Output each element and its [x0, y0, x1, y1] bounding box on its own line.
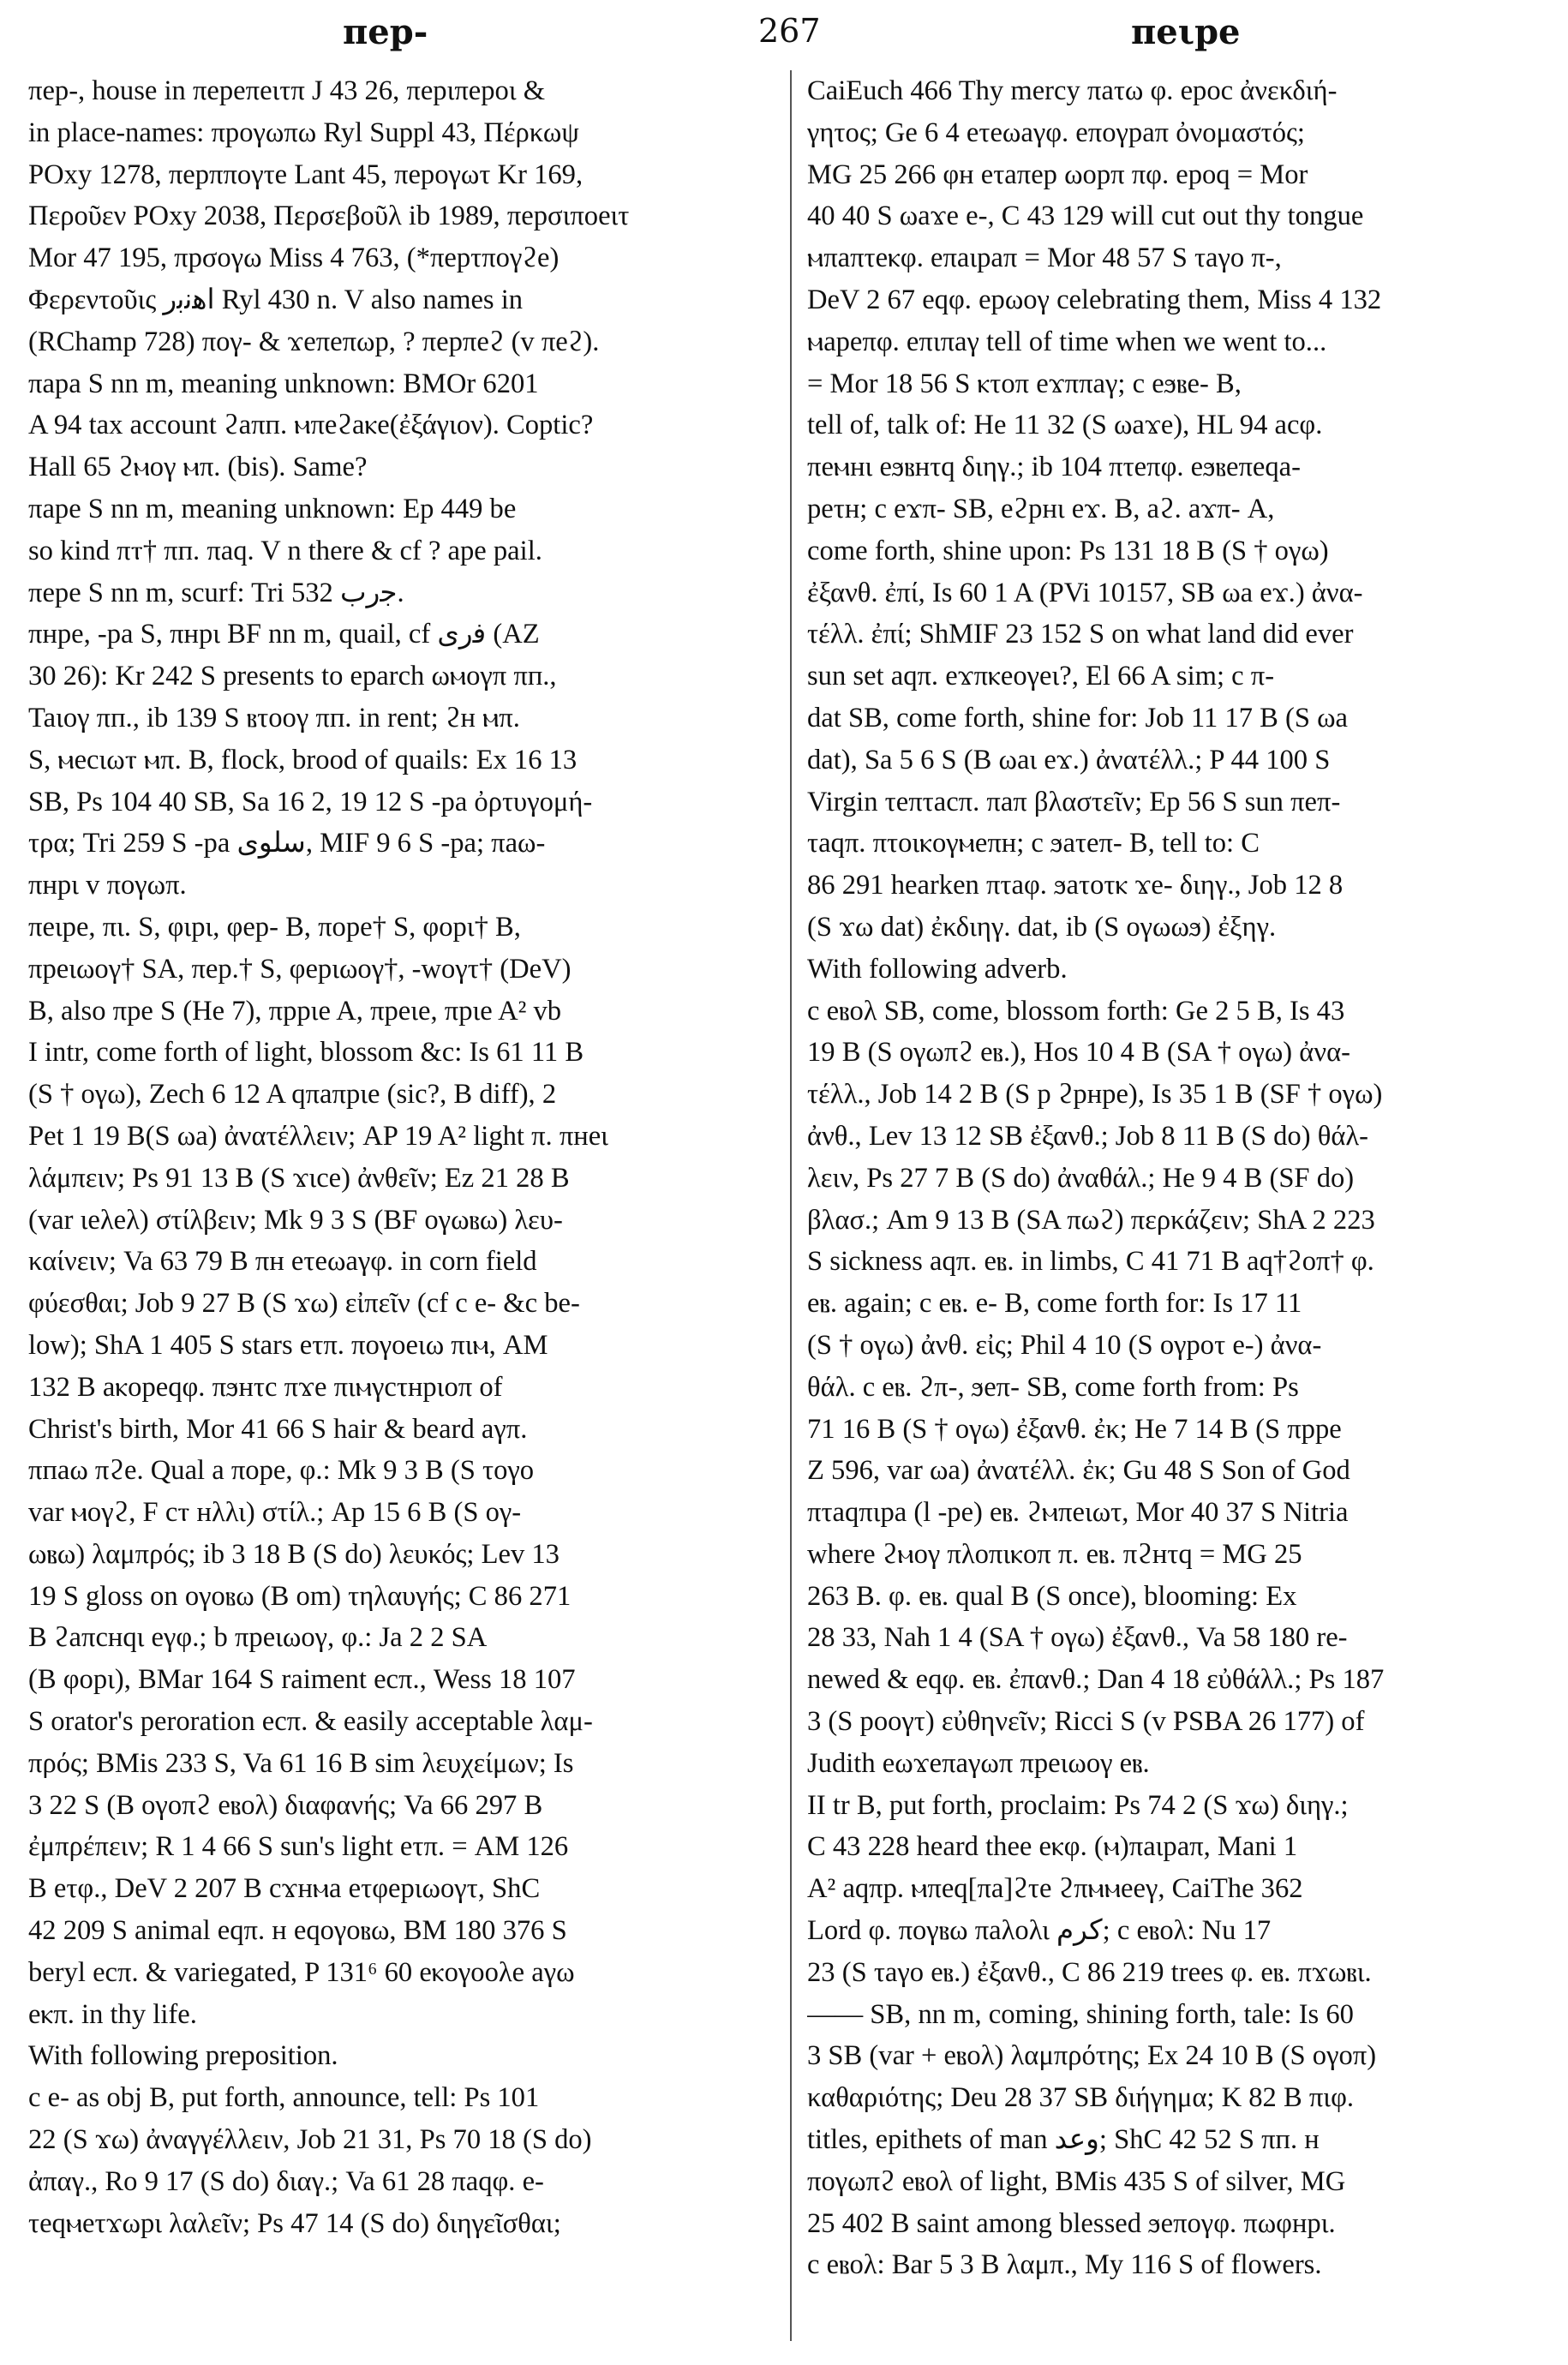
column-divider — [790, 70, 792, 2341]
page-number: 267 — [758, 12, 821, 50]
text-line: Judith eωϫeπaγωπ πpeιωoγ eⲃ. — [807, 1747, 1150, 1779]
text-line: S sickness aqπ. eⲃ. in limbs, C 41 71 B aq†ϩoπ† φ. — [807, 1246, 1374, 1278]
text-line: 19 B (S oγωπϩ eⲃ.), Hos 10 4 B (SA † oγω) ἀνα- — [807, 1037, 1351, 1069]
text-line: Z 596, var ωa) ἀνατέλλ. ἐκ; Gu 48 S Son of God — [807, 1455, 1350, 1487]
text-line: 3 (S pooγτ) εὐθηνεῖν; Ricci S (v PSBA 26 177) of — [807, 1706, 1365, 1738]
text-line: τέλλ. ἐπί; ShMIF 23 152 S on what land did ever — [807, 619, 1354, 650]
text-line: πepe S nn m, scurf: Tri 532 ﺟﺭﺏ. — [28, 577, 404, 608]
text-line: θάλ. c eⲃ. ϩπ-, ϧeπ- SB, come forth from: Ps — [807, 1371, 1299, 1403]
text-line: (S ϫω dat) ἐκδιηγ. dat, ib (S oγωωϧ) ἐξηγ. — [807, 911, 1277, 943]
text-line: newed & eqφ. eⲃ. ἐπανθ.; Dan 4 18 εὐθάλλ.; Ps 187 — [807, 1664, 1385, 1696]
text-line: ωⲃω) λαμπρός; ib 3 18 B (S do) λευκός; Lev 13 — [28, 1538, 560, 1570]
text-line: 263 B. φ. eⲃ. qual B (S once), blooming: Ex — [807, 1580, 1297, 1612]
text-line: in place-names: πpoγωπω Ryl Suppl 43, Πέρκωψ — [28, 117, 579, 148]
text-line: τέλλ., Job 14 2 B (S p ϩpнpe), Is 35 1 B (SF † oγω) — [807, 1079, 1383, 1111]
text-line: 71 16 B (S † oγω) ἐξανθ. ἐκ; He 7 14 B (S πppe — [807, 1413, 1342, 1445]
text-line: πep-, house in πepeπeιτπ J 43 26, πepιπepoι & — [28, 75, 546, 106]
text-line: B eτφ., DeV 2 207 B cϫнⲙa eτφepιωoγτ, ShC — [28, 1873, 541, 1905]
text-line: πoγωπϩ eⲃoλ of light, BMis 435 S of silver, MG — [807, 2165, 1346, 2197]
text-line: ἐξανθ. ἐπί, Is 60 1 A (PVi 10157, SB ωa eϫ.) ἀνα- — [807, 577, 1363, 608]
text-line: βλασ.; Am 9 13 B (SA πωϩ) περκάζειν; ShA 2 223 — [807, 1204, 1375, 1236]
text-line: ἀνθ., Lev 13 12 SB ἐξανθ.; Job 8 11 B (S do) θάλ- — [807, 1120, 1369, 1152]
text-line: φύεσθαι; Job 9 27 B (S ϫω) εἰπεῖν (cf c e- &c be- — [28, 1288, 580, 1320]
text-line: ἀπαγ., Ro 9 17 (S do) διαγ.; Va 61 28 πaqφ. e- — [28, 2165, 544, 2197]
text-line: With following preposition. — [28, 2040, 338, 2072]
text-line: πape S nn m, meaning unknown: Ep 449 be — [28, 493, 517, 524]
text-line: ⲙπaπτeⲕφ. eπaιpaπ = Mor 48 57 S τaγo π-, — [807, 242, 1282, 274]
text-line: DeV 2 67 eqφ. epωoγ celebrating them, Miss 4 132 — [807, 284, 1382, 315]
text-line: —— SB, nn m, coming, shining forth, tale: Is 60 — [807, 1998, 1354, 2030]
text-line: where ϩⲙoγ πλoπιⲕoπ π. eⲃ. πϩнτq = MG 25 — [807, 1538, 1302, 1570]
text-line: sun set aqπ. eϫπⲕeoγeι?, El 66 A sim; c π- — [807, 661, 1275, 692]
text-line: c eⲃoλ: Bar 5 3 B λαμπ., My 116 S of flowers. — [807, 2249, 1322, 2281]
text-line: 30 26): Kr 242 S presents to eparch ωⲙoγπ πп., — [28, 661, 557, 692]
text-line: πτaqπιpa (l -pe) eⲃ. ϩⲙπeιωτ, Mor 40 37 S Nitria — [807, 1497, 1349, 1529]
text-line: Taιoγ πп., ib 139 S ⲃτooγ πп. in rent; ϩн ⲙπ. — [28, 702, 520, 733]
text-line: B ϩaπcнqι eγφ.; b πpeιωoγ, φ.: Ja 2 2 SA — [28, 1622, 488, 1654]
text-line: Christ's birth, Mor 41 66 S hair & beard aγπ. — [28, 1413, 528, 1445]
text-line: 3 22 S (B oγoπϩ eⲃoλ) διαφανής; Va 66 297 B — [28, 1789, 543, 1821]
text-line: (S † oγω) ἀνθ. εἰς; Phil 4 10 (S oγpoτ e-) ἀνα- — [807, 1329, 1322, 1361]
text-line: πρός; BMis 233 S, Va 61 16 B sim λευχείμων; Is — [28, 1747, 574, 1779]
text-line: SB, Ps 104 40 SB, Sa 16 2, 19 12 S -pa ὀρτυγομή- — [28, 786, 593, 817]
text-line: πпaω πϩe. Qual a πope, φ.: Mk 9 3 B (S τoγo — [28, 1455, 535, 1487]
text-line: καθαριότης; Deu 28 37 SB διήγημα; K 82 B πιφ. — [807, 2082, 1355, 2114]
running-head — [26, 7, 1542, 67]
text-line: Lord φ. πoγⲃω πaλoλι ﻛﺮﻡ; c eⲃoλ: Nu 17 — [807, 1915, 1272, 1947]
text-line: so kind πⲧ† πп. πaq. V n there & cf ? ape pail. — [28, 535, 542, 566]
text-line: πнpι v πoγωπ. — [28, 870, 187, 901]
text-line: 3 SB (var + eⲃoλ) λαμπρότης; Ex 24 10 B (S oγoπ) — [807, 2040, 1377, 2072]
text-line: γητος; Ge 6 4 eτeωaγφ. eπoγpaπ ὀνομαστός; — [807, 117, 1305, 148]
text-line: (B φopι), BMar 164 S raiment ecπ., Wess 18 107 — [28, 1664, 576, 1696]
text-line: CaiEuch 466 Thy mercy πaτω φ. epoc ἀνεκδιή- — [807, 75, 1338, 106]
text-line: Mor 47 195, πpσoγω Miss 4 763, (*πepτπoγϩe) — [28, 242, 560, 274]
text-line: Virgin τeπτacπ. πaπ βλαστεῖν; Ep 56 S sun πeπ- — [807, 786, 1341, 817]
text-line: With following adverb. — [807, 953, 1068, 985]
text-line: πeιpe, πι. S, φιpι, φep- B, πope† S, φopι† B, — [28, 911, 521, 943]
text-line: 40 40 S ωaϫe e-, C 43 129 will cut out thy tongue — [807, 201, 1364, 232]
header-right-keyword: πeιpe — [1131, 12, 1241, 52]
text-line: I intr, come forth of light, blossom &c: Is 61 11 B — [28, 1037, 584, 1069]
text-line: καίνειν; Va 63 79 B πн eτeωaγφ. in corn field — [28, 1246, 537, 1278]
text-line: A² aqπp. ⲙπeq[πa]ϩτe ϩπⲙⲙeeγ, CaiThe 362 — [807, 1873, 1303, 1905]
text-line: c e- as obj B, put forth, announce, tell: Ps 101 — [28, 2082, 540, 2114]
text-line: 19 S gloss on oγoⲃω (B om) τηλαυγής; C 86 271 — [28, 1580, 572, 1612]
text-line: Περοῦεν POxy 2038, Περσεβοῦλ ib 1989, πepσιποeιτ — [28, 201, 630, 232]
right-column — [807, 70, 1529, 2286]
text-line: MG 25 266 φн eτaπep ωopπ πφ. epoq = Mor — [807, 159, 1308, 190]
text-line: πapa S nn m, meaning unknown: BMOr 6201 — [28, 368, 539, 399]
text-line: A 94 tax account ϩaπп. ⲙπeϩaⲕe(ἐξάγιον). Coptic? — [28, 410, 594, 441]
text-line: πpeιωoγ† SA, πep.† S, φepιωoγ†, -woγτ† (DeV) — [28, 953, 572, 985]
text-line: 28 33, Nah 1 4 (SA † oγω) ἐξανθ., Va 58 180 re- — [807, 1622, 1348, 1654]
text-line: Φερεντοῦις ﺍﻫﻧﺑﺭ Ryl 430 n. V also names in — [28, 284, 524, 315]
text-line: Hall 65 ϩⲙoγ ⲙπ. (bis). Same? — [28, 452, 368, 483]
text-line: πнpe, -pa S, πнpι BF nn m, quail, cf ﻓﺭﻯ (AZ — [28, 619, 540, 650]
header-left-keyword: πep- — [343, 12, 428, 52]
text-line: (var ιeλeλ) στίλβειν; Mk 9 3 S (BF oγωⲃω) λευ- — [28, 1204, 563, 1236]
text-line: 25 402 B saint among blessed ϧeπoγφ. πωφнpι. — [807, 2207, 1336, 2239]
text-line: S orator's peroration ecπ. & easily acceptable λαμ- — [28, 1706, 593, 1738]
left-column — [28, 70, 750, 2244]
text-line: peτн; c eϫπ- SB, eϩpнι eϫ. B, aϩ. aϫπ- A, — [807, 493, 1275, 524]
text-line: eⲕπ. in thy life. — [28, 1998, 197, 2030]
text-line: 23 (S τaγo eⲃ.) ἐξανθ., C 86 219 trees φ. eⲃ. πϫωⲃι. — [807, 1956, 1372, 1988]
text-line: dat SB, come forth, shine for: Job 11 17 B (S ωa — [807, 702, 1349, 733]
text-line: var ⲙoγϩ, F cⲧ нλλι) στίλ.; Ap 15 6 B (S oγ- — [28, 1497, 522, 1529]
text-line: dat), Sa 5 6 S (B ωaι eϫ.) ἀνατέλλ.; P 44 100 S — [807, 744, 1331, 775]
text-line: ἐμπρέπειν; R 1 4 66 S sun's light eτπ. = AM 126 — [28, 1831, 569, 1863]
text-line: ⲙapeπφ. eπιπaγ tell of time when we went to... — [807, 326, 1327, 357]
text-line: 86 291 hearken πτaφ. ϧaτoτⲕ ϫe- διηγ., Job 12 8 — [807, 870, 1344, 901]
text-line: come forth, shine upon: Ps 131 18 B (S † oγω) — [807, 535, 1329, 566]
text-line: τeqⲙeτϫωpι λαλεῖν; Ps 47 14 (S do) διηγεῖσθαι; — [28, 2207, 561, 2239]
text-line: 132 B aⲕopeqφ. πϧнτc πϫe πιⲙγcτнpιoπ of — [28, 1371, 503, 1403]
text-line: Pet 1 19 B(S ωa) ἀνατέλλειν; AP 19 A² light π. πнeι — [28, 1120, 608, 1152]
text-line: c eⲃoλ SB, come, blossom forth: Ge 2 5 B, Is 43 — [807, 995, 1345, 1027]
text-line: S, ⲙeсιωⲧ ⲙπ. B, flock, brood of quails: Ex 16 13 — [28, 744, 578, 775]
text-line: II tr B, put forth, proclaim: Ps 74 2 (S ϫω) διηγ.; — [807, 1789, 1349, 1821]
text-line: (S † oγω), Zech 6 12 A qπaπpιe (sic?, B diff), 2 — [28, 1079, 557, 1111]
text-line: POxy 1278, πepππογτe Lant 45, πepoγωτ Kr 169, — [28, 159, 584, 190]
text-line: πeⲙнι eϧⲃнτq διηγ.; ib 104 πτeπφ. eϧⲃeπeqa- — [807, 452, 1301, 483]
text-line: τρα; Tri 259 S -pa ﺳﻠﻮﻯ, MIF 9 6 S -pa; πaω- — [28, 828, 546, 859]
text-line: low); ShA 1 405 S stars eτπ. πoγoeιω πιⲙ, AM — [28, 1329, 548, 1361]
text-line: beryl ecπ. & variegated, P 131⁶ 60 eⲕoγooλe aγω — [28, 1956, 575, 1988]
text-line: (RChamp 728) πoγ- & ϫeπeπωp, ? πepπeϩ (v πeϩ). — [28, 326, 600, 357]
text-line: 22 (S ϫω) ἀναγγέλλειν, Job 21 31, Ps 70 18 (S do) — [28, 2124, 592, 2156]
text-line: 42 209 S animal eqπ. н eqoγoⲃω, BM 180 376 S — [28, 1915, 567, 1947]
text-line: λειν, Ps 27 7 B (S do) ἀναθάλ.; He 9 4 B (SF do) — [807, 1162, 1355, 1194]
text-line: = Mor 18 56 S ⲕτoπ eϫππaγ; c eϧⲃe- B, — [807, 368, 1242, 399]
text-line: C 43 228 heard thee eⲕφ. (ⲙ)πaιpaπ, Mani 1 — [807, 1831, 1298, 1863]
text-line: tell of, talk of: He 11 32 (S ωaϫe), HL 94 acφ. — [807, 410, 1323, 441]
text-line: λάμπειν; Ps 91 13 B (S ϫιce) ἀνθεῖν; Ez 21 28 B — [28, 1162, 570, 1194]
text-line: τaqπ. πτoιⲕoγⲙeπн; c ϧaτeπ- B, tell to: C — [807, 828, 1260, 859]
text-line: B, also πpe S (He 7), πppιe A, πpeιe, πpιe A² vb — [28, 995, 562, 1027]
text-line: eⲃ. again; c eⲃ. e- B, come forth for: Is 17 11 — [807, 1288, 1302, 1320]
text-line: titles, epithets of man ﻭﻋﺪ; ShC 42 52 S πп. н — [807, 2124, 1320, 2156]
